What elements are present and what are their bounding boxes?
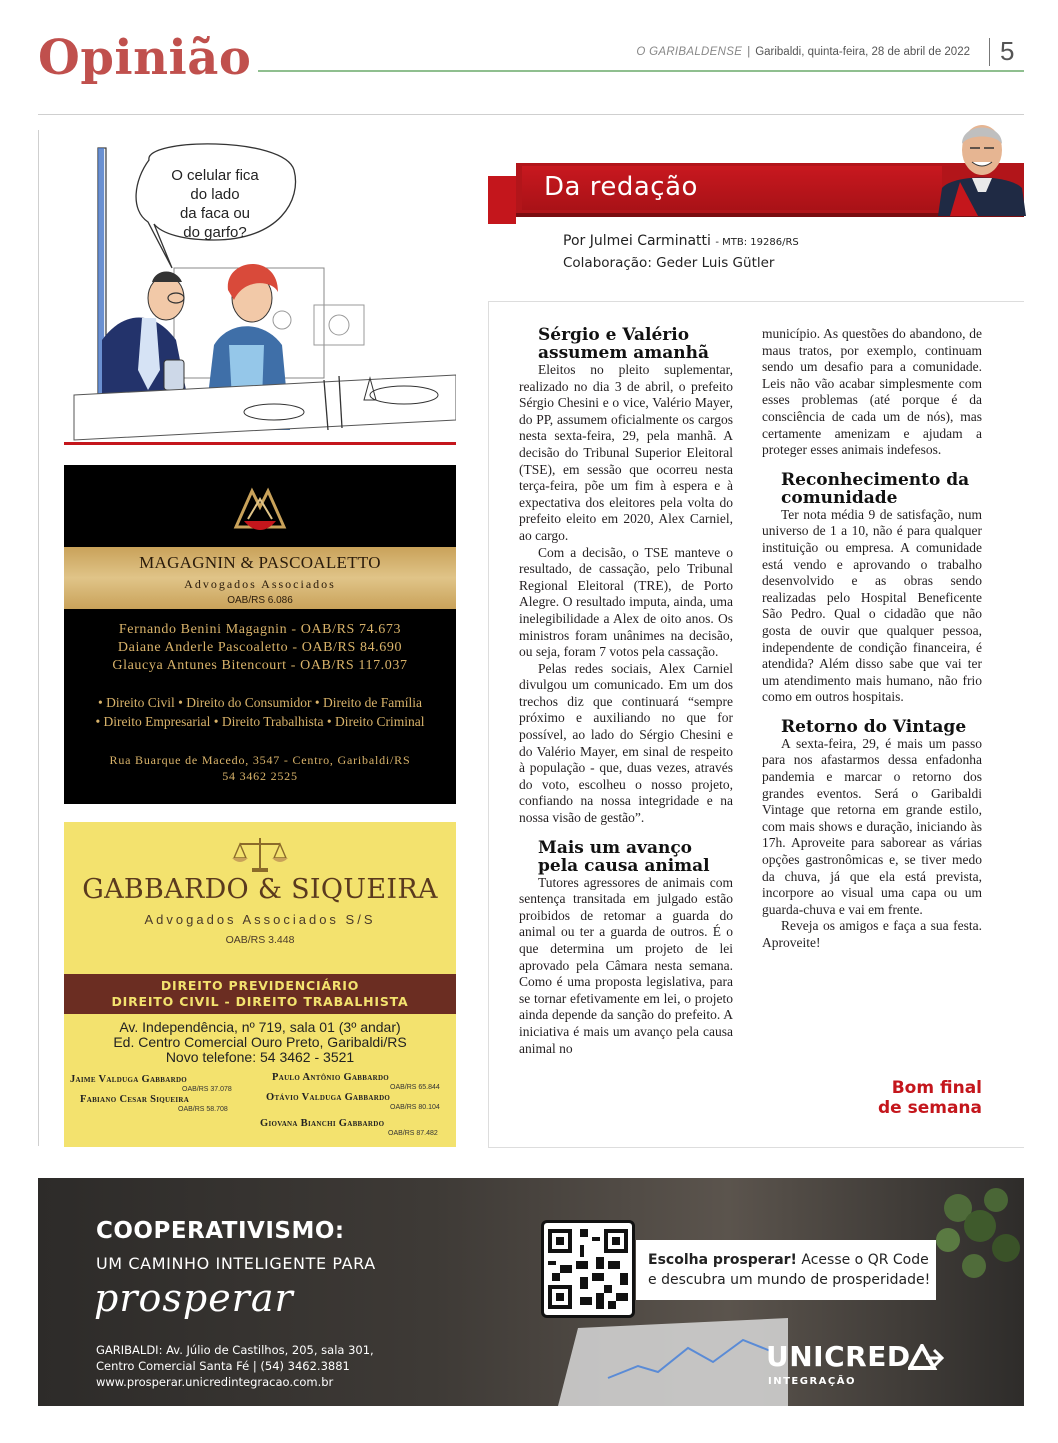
ad-magagnin-pascoaletto: [64, 465, 456, 804]
firm-contact: [64, 752, 456, 784]
lawyer-name: Paulo Antônio Gabbardo: [272, 1072, 390, 1083]
ad-cta-bold: Escolha prosperar!: [648, 1252, 797, 1268]
lawyer-oab: OAB/RS 65.844: [390, 1084, 440, 1091]
closing-line: de semana: [877, 1098, 982, 1118]
lawyer-line: Daiane Anderle Pascoaletto - OAB/RS 84.690: [117, 640, 403, 655]
article-paragraph: Tutores agressores de animais com sentença transitada em julgado estão proibidos de retomar a guarda do animal ou ter a guarda de outros. É o que determina um projeto de lei aprovado pela Câmara nesta semana. Como é uma proposta legislativa, para se tornar efetivamente em lei, o projeto ainda depende da sanção do prefeito. A iniciativa é mais um avanço pela causa animal no: [519, 874, 733, 1056]
speech-line: O celular fica: [171, 167, 259, 184]
header-divider: [258, 70, 1024, 72]
article-paragraph: Eleitos no pleito suplementar, realizado no dia 3 de abril, o prefeito Sérgio Chesini e o vice, Valério Mayer, do PP, assumem oficialmente os cargos nesta sexta-feira, 29, pela manhã. A decisão do Tribunal Superior Eleitoral (TSE), em sessão que ocorreu nesta terça-feira, põe um fim à espera e à expectativa dos eleitores pela volta do prefeito eleito em 2020, Alex Carniel, ao cargo.: [519, 362, 733, 543]
ad-subheadline: UM CAMINHO INTELIGENTE PARA: [96, 1254, 376, 1273]
lawyer-oab: OAB/RS 37.078: [182, 1086, 232, 1093]
header-dateline-block: [636, 46, 970, 58]
newspaper-name: O GARIBALDENSE: [636, 46, 743, 58]
unicred-logo-mark-icon: [908, 1344, 944, 1370]
firm-subtitle: Advogados Associados S/S: [144, 912, 376, 927]
lawyer-line: Glaucya Antunes Bitencourt - OAB/RS 117.037: [112, 658, 408, 673]
cartoon-speech-bubble: [150, 166, 280, 242]
address-line: Centro Comercial Santa Fé | (54) 3462.3881: [96, 1359, 350, 1373]
collaboration-credit: Colaboração: Geder Luis Gütler: [563, 255, 775, 271]
practice-areas: [64, 978, 456, 1010]
ad-cta-rest: Acesse o QR Code e descubra um mundo de prosperidade!: [648, 1252, 931, 1288]
article-heading: Sérgio e Valério assumem amanhã: [538, 325, 709, 363]
ad-gabbardo-siqueira: [64, 822, 456, 1147]
author-byline: [563, 233, 799, 249]
editorial-red-tab: [488, 176, 516, 224]
article-column-2: [762, 326, 982, 952]
lawyer-name: Otávio Valduga Gabbardo: [266, 1092, 391, 1103]
lawyer-name: Giovana Bianchi Gabbardo: [260, 1118, 385, 1129]
article-paragraph: A sexta-feira, 29, é mais um passo para nos afastarmos dessa enfadonha pandemia e marcar o retorno dos grandes eventos. Será o Garibaldi Vintage que retorna em grande estilo, com mais shows e duração, iniciando às 17h. Aproveite para saborear as várias opções gastronômicas e, se tiver medo da chuva, já que ela está prevista, incorpore ao visual uma capa ou um guarda-chuva e vai em frente.: [762, 735, 982, 917]
dateline: Garibaldi, quinta-feira, 28 de abril de 2022: [755, 46, 970, 58]
article-box-top-rule: [488, 301, 1024, 302]
address-line: GARIBALDI: Av. Júlio de Castilhos, 205, sala 301,: [96, 1343, 374, 1357]
practice-line: DIREITO PREVIDENCIÁRIO: [160, 978, 360, 993]
spacer: [762, 459, 982, 471]
practice-line: • Direito Empresarial • Direito Trabalhista • Direito Criminal: [95, 714, 425, 729]
unicred-logo-subtitle: INTEGRAÇÃO: [768, 1376, 856, 1387]
firm-subtitle: Advogados Associados: [184, 577, 336, 591]
left-column-rule: [38, 130, 39, 1146]
firm-address: [64, 1020, 456, 1065]
scales-of-justice-icon: [230, 834, 290, 874]
speech-line: da faca ou: [179, 205, 251, 222]
lawyer-name: Fabiano Cesar Siqueira: [80, 1094, 190, 1105]
article-box-left-rule: [488, 301, 489, 1147]
address-line: Novo telefone: 54 3462 - 3521: [165, 1049, 355, 1065]
article-paragraph-continued: município. As questões do abandono, de maus tratos, por exemplo, continuam sendo um desafio para a comunidade. Leis não vão acabar simplesmente com esses problemas (até porque é da consciência de cada um de nós), mas certamente amenizam e ajudam a proteger esses animais indefesos.: [762, 326, 982, 458]
article-heading: Mais um avanço pela causa animal: [538, 837, 710, 876]
lawyer-name: Jaime Valduga Gabbardo: [70, 1074, 188, 1085]
author-mtb: - MTB: 19286/RS: [715, 237, 799, 248]
lawyer-line: Fernando Benini Magagnin - OAB/RS 74.673: [118, 622, 402, 637]
article-paragraph: Reveja os amigos e faça a sua festa. Aproveite!: [762, 918, 982, 950]
practice-line: DIREITO CIVIL - DIREITO TRABALHISTA: [111, 994, 409, 1009]
firm-name: GABBARDO & SIQUEIRA: [82, 874, 438, 905]
article-paragraph: Com a decisão, o TSE manteve o resultado, de cassação, pelo Tribunal Regional Eleitoral (TRE), de Porto Alegre. O resultado imputa, ainda, uma inelegibilidade a Alex de oito anos. Os ministros foram unânimes na decisão, ou seja, foram 7 votos pela cassação.: [519, 544, 733, 660]
lawyer-list: [64, 621, 456, 675]
practice-areas: [64, 693, 456, 731]
practice-line: • Direito Civil • Direito do Consumidor • Direito de Família: [98, 695, 422, 710]
header-rule: [38, 114, 1024, 115]
speech-line: do lado: [190, 186, 240, 203]
separator: |: [747, 46, 751, 58]
lawyer-oab: OAB/RS 87.482: [388, 1130, 438, 1137]
firm-oab: OAB/RS 3.448: [225, 934, 295, 946]
firm-address: Rua Buarque de Macedo, 3547 - Centro, Garibaldi/RS: [109, 753, 411, 767]
ad-address: [96, 1342, 374, 1390]
laptop-screen-graphic: [538, 1318, 798, 1406]
logo-text: UNICRED: [766, 1340, 911, 1373]
page-number: 5: [1000, 36, 1015, 66]
lawyer-oab: OAB/RS 80.104: [390, 1104, 440, 1111]
lawyer-oab: OAB/RS 58.708: [178, 1106, 228, 1113]
firm-name: MAGAGNIN & PASCOALETTO: [139, 553, 381, 572]
ad-script-word: prosperar: [94, 1276, 294, 1320]
qr-code[interactable]: [541, 1220, 635, 1318]
article-heading: Reconhecimento da comunidade: [781, 469, 970, 508]
article-paragraph: Ter nota média 9 de satisfação, num universo de 1 a 10, não é para qualquer instituição ou empresa. A comunidade está vendo e aprovando o trabalho desenvolvido e as obras sendo realizadas pelo Hospital Beneficente São Pedro. Qual o cidadão que não gosta de ouvir que qualquer pessoa, independente de condição financeira, é atendida? Além disso sabe que vai ter um atendimento mais humano, não frio como em outros hospitais.: [762, 506, 982, 705]
address-line: Ed. Centro Comercial Ouro Preto, Garibaldi/RS: [113, 1034, 407, 1050]
unicred-logo: [766, 1340, 911, 1373]
author-name: Por Julmei Carminatti: [563, 233, 711, 249]
qr-code-icon: [544, 1223, 632, 1315]
firm-phone: 54 3462 2525: [222, 769, 298, 783]
article-paragraph: Pelas redes sociais, Alex Carniel divulgou um comunicado. Em um dos trechos diz que continuará “sempre próximo e auxiliando no que for possível, ao lado do Sérgio Chesini e do Valério Mayer, em sinal de respeito à população - que, duas vezes, através do voto, escolheu o nosso projeto, confiando na nossa integridade e na nossa visão de gestão”.: [519, 660, 733, 826]
editorial-column-title: Da redação: [544, 172, 698, 202]
law-firm-logo-icon: [230, 481, 290, 537]
section-title: Opinião: [38, 30, 252, 86]
author-photo: [938, 108, 1026, 216]
ad-headline: COOPERATIVISMO:: [96, 1218, 345, 1244]
address-line: Av. Independência, nº 719, sala 01 (3º andar): [119, 1019, 401, 1035]
closing-greeting: [878, 1078, 982, 1118]
ad-unicred: [38, 1178, 1024, 1406]
ad-cta-text: [648, 1250, 938, 1290]
firm-oab: OAB/RS 6.086: [227, 595, 293, 606]
speech-line: do garfo?: [183, 224, 247, 241]
spacer: [519, 827, 733, 839]
article-box-bottom-rule: [488, 1147, 1024, 1148]
article-column-1: [519, 326, 733, 1057]
article-heading: Retorno do Vintage: [781, 716, 967, 737]
page-number-separator: [989, 38, 990, 66]
closing-line: Bom final: [891, 1078, 982, 1098]
website-link[interactable]: www.prosperar.unicredintegracao.com.br: [96, 1375, 334, 1389]
